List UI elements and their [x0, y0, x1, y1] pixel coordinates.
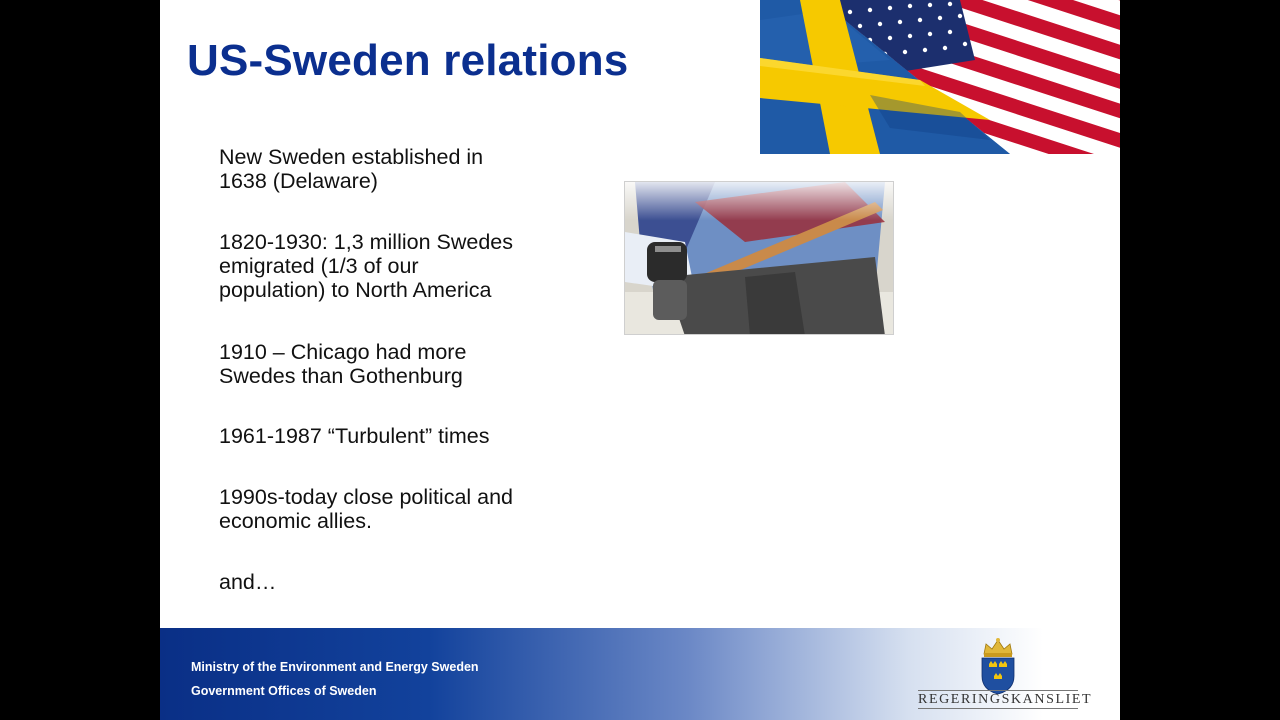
bullet-item: 1961-1987 “Turbulent” times	[219, 424, 490, 448]
slide-title: US-Sweden relations	[187, 36, 629, 85]
bullet-item: 1820-1930: 1,3 million Swedes emigrated (1/3 of our population) to North America	[219, 230, 514, 302]
crown-crest-icon	[978, 636, 1018, 694]
hockey-photo	[624, 181, 894, 335]
flags-illustration	[760, 0, 1120, 154]
footer-government: Government Offices of Sweden	[191, 684, 377, 698]
bullet-item: New Sweden established in 1638 (Delaware)	[219, 145, 484, 193]
flag-image	[760, 0, 1120, 154]
footer-band	[160, 628, 1120, 720]
bullet-item: 1910 – Chicago had more Swedes than Gothenburg	[219, 340, 467, 388]
bullet-item: and…	[219, 570, 277, 594]
hockey-illustration	[625, 182, 894, 335]
bullet-item: 1990s-today close political and economic allies.	[219, 485, 514, 533]
footer-ministry: Ministry of the Environment and Energy Sweden	[191, 660, 479, 674]
slide	[160, 0, 1120, 720]
regeringskansliet-logo: REGERINGSKANSLIET	[918, 692, 1093, 707]
